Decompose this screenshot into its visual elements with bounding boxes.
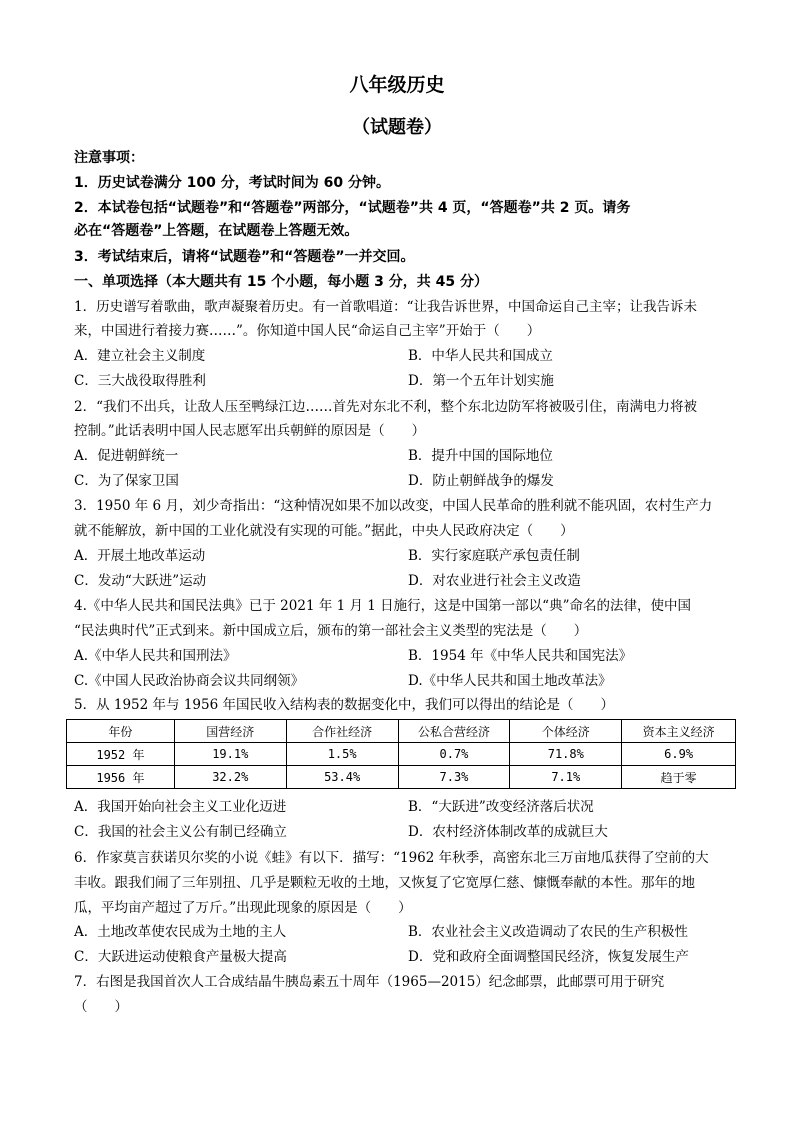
question-5-text: 5．从 1952 年与 1956 年国民收入结构表的数据变化中，我们可以得出的结论是（ ） [74,697,614,713]
table-cell: 1.5% [286,743,398,766]
question-6-text: 6．作家莫言获诺贝尔奖的小说《蛙》有以下．描写：“1962 年秋季，高密东北三万亩地瓜获得了空前的大 [74,850,709,866]
notice-item: 必在“答题卷”上答题，在试题卷上答题无效。 [74,223,359,239]
table-header-cell: 年份 [67,720,175,743]
question-4-text: 4.《中华人民共和国民法典》已于 2021 年 1 月 1 日施行，这是中国第一部以“典”命名的法律，使中国 [74,598,691,614]
table-cell: 1952 年 [67,743,175,766]
question-1-option-b: B．中华人民共和国成立 [408,348,553,364]
question-3-option-c: C．发动“大跃进”运动 [74,573,207,589]
question-6-option-c: C．大跃进运动使粮食产量极大提高 [74,949,287,965]
question-1-text: 1．历史谱写着歌曲，歌声凝聚着历史。有一首歌唱道：“让我告诉世界，中国命运自己主宰；让我告诉未 [74,299,697,315]
question-2-option-c: C．为了保家卫国 [74,473,179,489]
table-header-cell: 合作社经济 [286,720,398,743]
table-header-cell: 资本主义经济 [622,720,736,743]
question-3-option-d: D．对农业进行社会主义改造 [408,573,581,589]
table-cell: 6.9% [622,743,736,766]
question-1-option-c: C．三大战役取得胜利 [74,373,206,389]
question-1-option-d: D．第一个五年计划实施 [408,373,554,389]
question-4-text: “民法典时代”正式到来。新中国成立后，颁布的第一部社会主义类型的宪法是（ ） [74,623,588,639]
question-1-option-a: A．建立社会主义制度 [74,348,206,364]
question-2-text: 2．“我们不出兵，让敌人压至鸭绿江边……首先对东北不利，整个东北边防军将被吸引住，南满电力将被 [74,399,697,415]
income-structure-table [66,719,736,789]
question-3-option-a: A．开展土地改革运动 [74,548,206,564]
question-2-option-b: B．提升中国的国际地位 [408,448,553,464]
notice-item: 3．考试结束后，请将“试题卷”和“答题卷”一并交回。 [74,249,415,265]
table-cell: 19.1% [174,743,286,766]
section-heading: 一、单项选择（本大题共有 15 个小题，每小题 3 分，共 45 分） [74,274,488,290]
table-cell: 71.8% [510,743,622,766]
question-3-option-b: B．实行家庭联产承包责任制 [408,548,580,564]
notice-item: 2．本试卷包括“试题卷”和“答题卷”两部分，“试题卷”共 4 页，“答题卷”共 2 页。请务 [74,200,631,216]
table-header-row [67,720,736,743]
question-7-text: （ ） [74,999,128,1015]
exam-subtitle: （试题卷） [352,117,442,138]
question-1-text: 来，中国进行着接力赛……”。你知道中国人民“命运自己主宰”开始于（ ） [74,323,541,339]
table-cell: 0.7% [398,743,510,766]
question-6-text: 瓜，平均亩产超过了万斤。”出现此现象的原因是（ ） [74,900,412,916]
question-6-text: 丰收。跟我们闹了三年别扭、几乎是颗粒无收的土地，又恢复了它宽厚仁慈、慷慨奉献的本性。那年的地 [74,875,695,891]
table-cell: 32.2% [174,766,286,789]
question-2-option-a: A．促进朝鲜统一 [74,448,179,464]
question-3-text: 3．1950 年 6 月，刘少奇指出：“这种情况如果不加以改变，中国人民革命的胜利就不能巩固，农村生产力 [74,498,713,514]
question-4-option-c: C.《中国人民政治协商会议共同纲领》 [74,673,305,689]
question-5-option-b: B．“大跃进”改变经济落后状况 [408,799,594,815]
table-header-cell: 个体经济 [510,720,622,743]
table-cell: 53.4% [286,766,398,789]
table-cell: 趋于零 [622,766,736,789]
question-4-option-a: A.《中华人民共和国刑法》 [74,648,237,664]
question-5-option-c: C．我国的社会主义公有制已经确立 [74,824,287,840]
question-5-option-d: D．农村经济体制改革的成就巨大 [408,824,608,840]
question-6-option-a: A．土地改革使农民成为土地的主人 [74,924,287,940]
question-5-option-a: A．我国开始向社会主义工业化迈进 [74,799,287,815]
table-header-cell: 国营经济 [174,720,286,743]
question-7-text: 7．右图是我国首次人工合成结晶牛胰岛素五十周年（1965—2015）纪念邮票，此邮票可用于研究 [74,974,665,990]
notice-heading: 注意事项： [74,150,144,166]
table-row [67,743,736,766]
question-3-text: 就不能解放，新中国的工业化就没有实现的可能。”据此，中央人民政府决定（ ） [74,523,574,539]
table-cell: 7.3% [398,766,510,789]
question-6-option-b: B．农业社会主义改造调动了农民的生产积极性 [408,924,688,940]
question-6-option-d: D．党和政府全面调整国民经济，恢复发展生产 [408,949,689,965]
table-header-cell: 公私合营经济 [398,720,510,743]
question-2-text: 控制。”此话表明中国人民志愿军出兵朝鲜的原因是（ ） [74,423,426,439]
question-2-option-d: D．防止朝鲜战争的爆发 [408,473,554,489]
table-cell: 7.1% [510,766,622,789]
exam-title: 八年级历史 [349,74,445,96]
notice-item: 1．历史试卷满分 100 分，考试时间为 60 分钟。 [74,175,390,191]
table-row [67,766,736,789]
question-4-option-d: D.《中华人民共和国土地改革法》 [408,673,612,689]
question-4-option-b: B．1954 年《中华人民共和国宪法》 [408,648,633,664]
table-cell: 1956 年 [67,766,175,789]
